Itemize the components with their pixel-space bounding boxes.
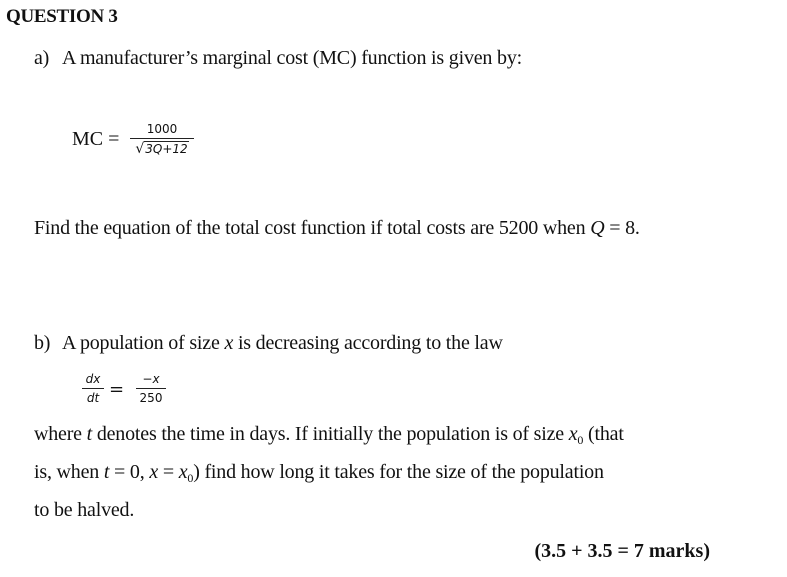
part-a-label: a) [34, 47, 50, 69]
part-b-line-1: where t denotes the time in days. If initially the population is of size $x_0$ (that [34, 423, 624, 447]
part-b-line-2: is, when t = 0, $x = x_0$) find how long it takes for the size of the population [34, 461, 604, 485]
mc-equation-lhs: MC = [72, 128, 120, 150]
equals-sign: = [109, 379, 125, 400]
part-b-line-3: to be halved. [34, 499, 135, 521]
part-b-intro: b) A population of size x is decreasing according to the law [34, 332, 503, 354]
part-a-task: Find the equation of the total cost function if total costs are 5200 when Q = 8. [34, 217, 640, 239]
part-a-intro: a) A manufacturer’s marginal cost (MC) function is given by: [34, 47, 522, 69]
dxdt-fraction: dx dt [82, 372, 104, 405]
mc-denominator: √3Q+12 [135, 141, 188, 157]
part-b-label: b) [34, 332, 51, 354]
sqrt-icon: √ [135, 141, 145, 157]
mc-numerator: 1000 [146, 122, 178, 136]
mc-fraction [130, 122, 194, 157]
fraction-bar [130, 138, 194, 139]
marks-allocation: (3.5 + 3.5 = 7 marks) [534, 540, 710, 562]
question-title: QUESTION 3 [6, 6, 118, 27]
rhs-fraction: −x 250 [136, 372, 166, 405]
